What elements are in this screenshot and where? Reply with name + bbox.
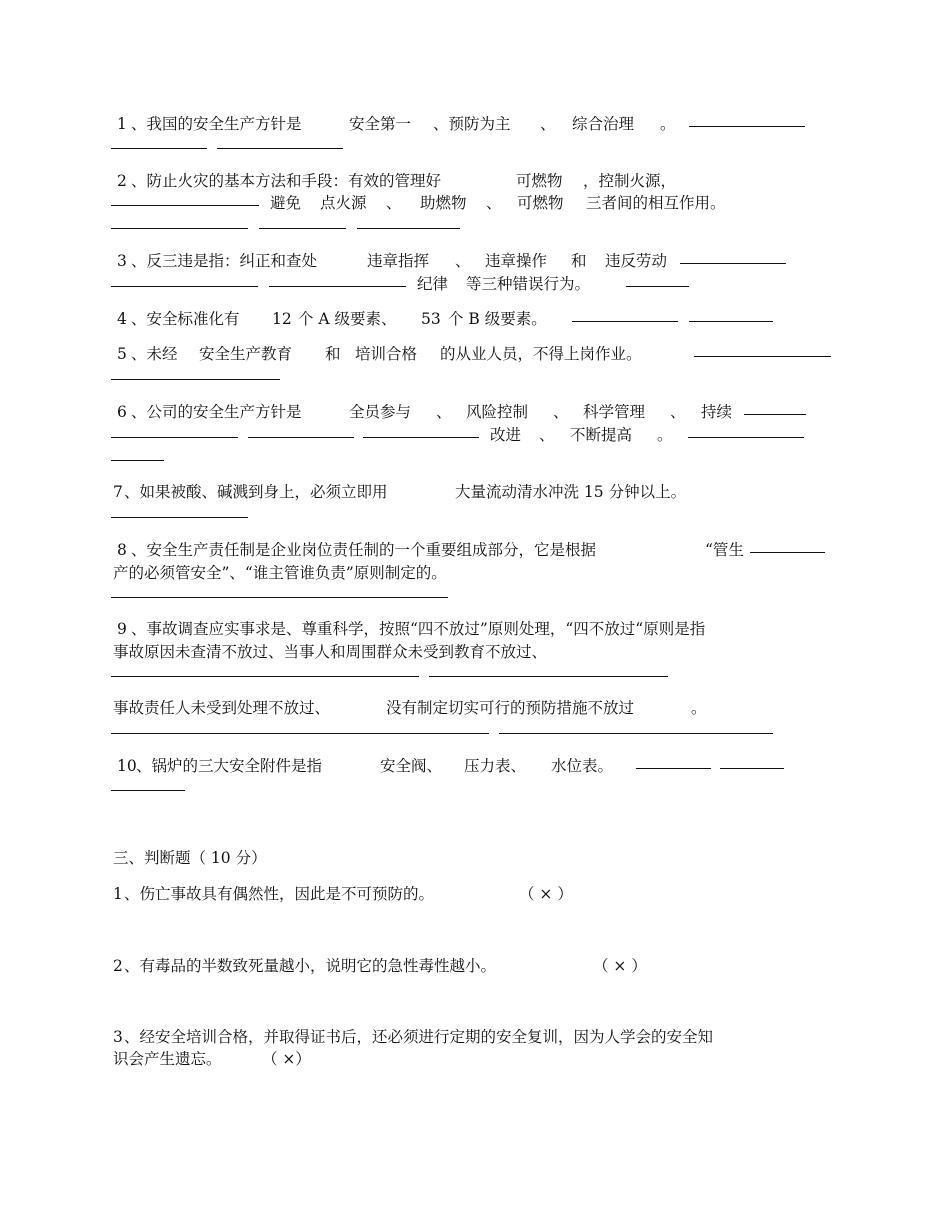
answer-underline: [111, 517, 248, 518]
q6-answer-4: 持续: [701, 403, 733, 421]
q3-end: 等三种错误行为。: [466, 275, 591, 293]
answer-underline: [680, 263, 786, 264]
judgment-1-text: 、伤亡事故具有偶然性，因此是不可预防的。: [124, 885, 435, 903]
q10-answer-3: 水位表。: [551, 757, 614, 775]
answer-underline: [111, 597, 448, 598]
q4-end: 个 B 级要素。: [448, 310, 547, 328]
q6-text: 、公司的安全生产方针是: [131, 403, 302, 421]
answer-underline: [429, 676, 668, 677]
q5-text: 、未经: [131, 345, 178, 363]
q6-answer-6: 不断提高: [570, 426, 633, 444]
q9-text: 、事故调查应实事求是、尊重科学，按照“四不放过”原则处理，“四不放过“原则是指: [131, 620, 706, 638]
answer-underline: [111, 460, 164, 461]
judgment-3-number: 3: [113, 1028, 123, 1046]
q6-answer-5: 改进: [490, 426, 522, 444]
q1-end: 。: [660, 115, 676, 133]
answer-underline: [111, 733, 489, 734]
q3-answer-4: 纪律: [417, 275, 449, 293]
answer-underline: [248, 437, 354, 438]
q2-answer-2: 避免: [270, 194, 302, 212]
answer-underline: [111, 205, 259, 206]
q4-sep-1: 个 A 级要素、: [298, 310, 397, 328]
q9-line-3: 事故责任人未受到处理不放过、: [113, 699, 331, 717]
judgment-3-answer: （ ×）: [262, 1050, 311, 1068]
q6-sep-1: 、: [436, 403, 452, 421]
q9-line-2: 事故原因未查清不放过、当事人和周围群众未受到教育不放过、: [113, 643, 548, 661]
judgment-2-number: 2: [113, 957, 123, 975]
q3-answer-1: 违章指挥: [367, 252, 430, 270]
q8-number: 8: [117, 541, 127, 559]
q7-text: 、如果被酸、碱溅到身上，必须立即用: [124, 483, 388, 501]
q4-number: 4: [117, 310, 127, 328]
q8-answer-1: “管生: [705, 541, 744, 559]
q2-answer-4: 助燃物: [420, 194, 467, 212]
q1-sep-1: 、预防为主: [433, 115, 511, 133]
answer-underline: [111, 286, 258, 287]
q10-answer-1: 安全阀、: [380, 757, 443, 775]
answer-underline: [363, 437, 479, 438]
q6-sep-3: 、: [670, 403, 686, 421]
judgment-3-text: 、经安全培训合格，并取得证书后，还必须进行定期的安全复训，因为人学会的安全知: [124, 1028, 714, 1046]
answer-underline: [499, 733, 773, 734]
answer-underline: [688, 437, 804, 438]
q2-text: 、防止火灾的基本方法和手段：有效的管理好: [131, 172, 442, 190]
q2-answer-3: 点火源: [320, 194, 367, 212]
q6-answer-2: 风险控制: [466, 403, 529, 421]
q2-sep-3: 、: [486, 194, 502, 212]
q2-answer-5: 可燃物: [517, 194, 564, 212]
q6-answer-3: 科学管理: [583, 403, 646, 421]
answer-underline: [111, 379, 280, 380]
q9-answer-1: 没有制定切实可行的预防措施不放过: [386, 699, 635, 717]
q5-answer-1: 安全生产教育: [199, 345, 293, 363]
answer-underline: [750, 552, 825, 553]
answer-underline: [572, 321, 678, 322]
answer-underline: [689, 321, 773, 322]
q10-answer-2: 压力表、: [464, 757, 527, 775]
q6-answer-1: 全员参与: [349, 403, 412, 421]
q1-answer-2: 综合治理: [572, 115, 635, 133]
q9-number: 9: [117, 620, 127, 638]
judgment-3-text-cont: 识会产生遗忘。: [113, 1050, 222, 1068]
answer-underline: [259, 228, 346, 229]
answer-underline: [636, 768, 711, 769]
q2-sep-2: 、: [386, 194, 402, 212]
judgment-1-answer: （ × ）: [519, 885, 573, 903]
q5-answer-2: 培训合格: [355, 345, 418, 363]
q4-answer-2: 53: [421, 310, 441, 328]
q7-number: 7: [113, 483, 123, 501]
q3-text: 、反三违是指：纠正和查处: [131, 252, 318, 270]
q2-number: 2: [117, 172, 127, 190]
q6-sep-2: 、: [553, 403, 569, 421]
q3-sep-2: 和: [571, 252, 587, 270]
judgment-1-number: 1: [113, 885, 123, 903]
answer-underline: [111, 228, 248, 229]
q1-number: 1: [117, 115, 127, 133]
q1-answer-1: 安全第一: [349, 115, 412, 133]
q1-text: 、我国的安全生产方针是: [131, 115, 302, 133]
q10-text: 、锅炉的三大安全附件是指: [136, 757, 323, 775]
answer-underline: [626, 286, 689, 287]
q5-number: 5: [117, 345, 127, 363]
judgment-2-answer: （ × ）: [593, 957, 647, 975]
answer-underline: [744, 414, 806, 415]
answer-underline: [111, 790, 185, 791]
q3-sep-1: 、: [455, 252, 471, 270]
q8-text: 、安全生产责任制是企业岗位责任制的一个重要组成部分，它是根据: [131, 541, 597, 559]
q1-sep-2: 、: [540, 115, 556, 133]
answer-underline: [111, 676, 419, 677]
q3-number: 3: [117, 252, 127, 270]
q2-end: 三者间的相互作用。: [586, 194, 726, 212]
judgment-2-text: 、有毒品的半数致死量越小，说明它的急性毒性越小。: [124, 957, 497, 975]
answer-underline: [111, 437, 238, 438]
section-heading: 三、判断题（ 10 分）: [113, 849, 267, 867]
q3-answer-3: 违反劳动: [605, 252, 668, 270]
q7-answer-1: 大量流动清水冲洗 15 分钟以上。: [455, 483, 687, 501]
q2-answer-1: 可燃物: [516, 172, 563, 190]
q6-sep-4: 、: [539, 426, 555, 444]
answer-underline: [269, 286, 406, 287]
q9-end: 。: [691, 699, 707, 717]
q5-end: 的从业人员，不得上岗作业。: [440, 345, 642, 363]
q5-sep-1: 和: [325, 345, 341, 363]
q10-number: 10: [117, 757, 137, 775]
answer-underline: [694, 356, 831, 357]
q2-sep-1: ，控制火源，: [583, 172, 677, 190]
q6-end: 。: [657, 426, 673, 444]
q4-answer-1: 12: [272, 310, 292, 328]
answer-underline: [689, 126, 805, 127]
answer-underline: [217, 148, 343, 149]
q4-text: 、安全标准化有: [131, 310, 240, 328]
q8-answer-2: 产的必须管安全”、“谁主管谁负责”原则制定的。: [113, 564, 447, 582]
answer-underline: [720, 768, 784, 769]
answer-underline: [111, 148, 207, 149]
answer-underline: [357, 228, 460, 229]
q6-number: 6: [117, 403, 127, 421]
q3-answer-2: 违章操作: [485, 252, 548, 270]
